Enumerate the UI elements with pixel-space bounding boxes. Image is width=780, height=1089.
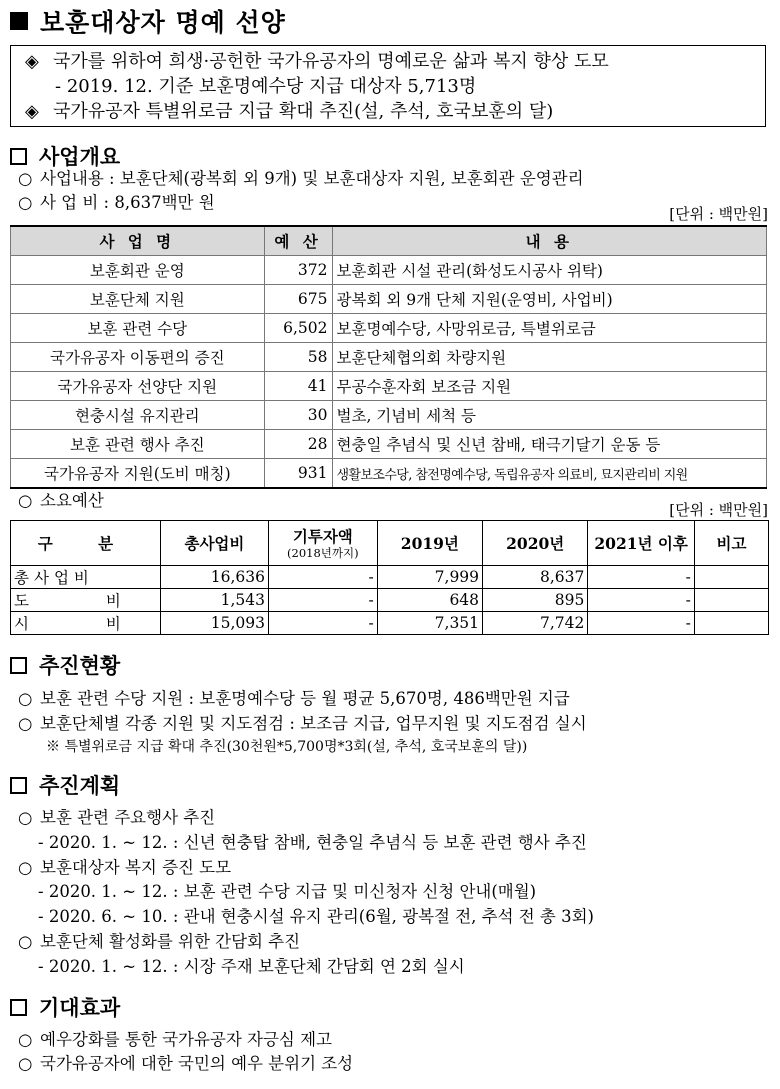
line-text: 보훈단체 활성화를 위한 간담회 추진 [40,932,301,951]
cell-budget: 675 [264,285,332,314]
cell-name: 보훈회관 운영 [11,256,265,285]
line-text: 국가유공자에 대한 국민의 예우 분위기 조성 [40,1054,354,1073]
column-header: 총사업비 [160,521,268,566]
cell-category: 시 비 [11,612,161,635]
cell-content: 현충일 추념식 및 신년 참배, 태극기달기 운동 등 [332,430,767,459]
line-text: 보훈단체별 각종 지원 및 지도점검 : 보조금 지급, 업무지원 및 지도점검 실시 [40,714,587,733]
cell-content: 보훈회관 시설 관리(화성도시공사 위탁) [332,256,767,285]
plan-subitem: - 2020. 6. ~ 10. : 관내 현충시설 유지 관리(6월, 광복절 전, 추석 전 총 3회) [38,907,594,926]
line-text: 사 업 비 : 8,637백만 원 [40,193,215,212]
cell-content: 무공수훈자회 보조금 지원 [332,372,767,401]
line-text: 소요예산 [40,491,104,510]
plan-subitem: - 2020. 1. ~ 12. : 시장 주재 보훈단체 간담회 연 2회 실시 [38,957,465,976]
plan-item [18,931,300,953]
project-table [10,225,767,489]
cell-name: 국가유공자 이동편의 증진 [11,343,265,372]
cell-content: 보훈단체협의회 차량지원 [332,343,767,372]
cell-value: - [588,612,695,635]
circle-bullet-icon: ○ [18,714,33,733]
status-note: ※ 특별위로금 지급 확대 추진(30천원*5,700명*3회(설, 추석, 호국보훈의 달)) [46,739,528,755]
section-title: 기대효과 [39,996,121,1020]
cell-value: 895 [483,589,588,612]
circle-bullet-icon: ○ [18,491,33,510]
circle-bullet-icon: ○ [18,932,33,951]
circle-bullet-icon: ○ [18,858,33,877]
cell-name: 보훈 관련 행사 추진 [11,430,265,459]
cell-name: 보훈단체 지원 [11,285,265,314]
cell-budget: 6,502 [264,314,332,343]
checkbox-square-icon [10,148,27,165]
table-row [11,566,769,589]
cell-note [694,566,768,589]
cell-value: - [268,612,377,635]
dash-bullet-icon: - [55,76,62,97]
cell-note [694,612,768,635]
status-line [18,688,570,710]
column-header: 내 용 [332,226,767,256]
diamond-bullet-icon: ◈ [25,101,39,122]
column-header: 사 업 명 [11,226,265,256]
table-row [11,459,767,489]
table-row [11,343,767,372]
table-row [11,430,767,459]
cell-name: 국가유공자 지원(도비 매칭) [11,459,265,489]
checkbox-square-icon [10,999,27,1016]
circle-bullet-icon: ○ [18,169,33,188]
column-header: 구 분 [11,521,161,566]
table-row [11,372,767,401]
cell-value: - [268,566,377,589]
overview-line [18,168,584,190]
circle-bullet-icon: ○ [18,1054,33,1073]
table-row [11,314,767,343]
cell-category: 총사업비 [11,566,161,589]
section-title: 사업개요 [39,145,121,169]
circle-bullet-icon: ○ [18,193,33,212]
cell-value: 8,637 [483,566,588,589]
cell-value: 15,093 [160,612,268,635]
section-heading-status [10,650,120,680]
overview-line [18,192,215,214]
cell-value: 16,636 [160,566,268,589]
table-header-row [11,521,769,566]
cell-value: - [268,589,377,612]
section-title: 추진계획 [39,774,121,798]
table-row [11,401,767,430]
cell-budget: 372 [264,256,332,285]
section-heading-plan [10,770,120,800]
column-header [268,521,377,566]
summary-item [25,99,751,124]
cell-name: 국가유공자 선양단 지원 [11,372,265,401]
section-heading-overview [10,141,120,171]
diamond-bullet-icon: ◈ [25,51,39,72]
circle-bullet-icon: ○ [18,689,33,708]
checkbox-square-icon [10,657,27,674]
cell-value: 7,351 [377,612,482,635]
cell-value: 648 [377,589,482,612]
line-text: 예우강화를 통한 국가유공자 자긍심 제고 [40,1030,332,1049]
plan-subitem: - 2020. 1. ~ 12. : 보훈 관련 수당 지급 및 미신청자 신청 안내(매월) [38,882,537,901]
cell-note [694,589,768,612]
effect-line [18,1053,353,1075]
table-header-row [11,226,767,256]
cell-content: 보훈명예수당, 사망위로금, 특별위로금 [332,314,767,343]
status-line [18,713,587,735]
cell-budget: 58 [264,343,332,372]
effect-line [18,1029,332,1051]
cell-name: 현충시설 유지관리 [11,401,265,430]
cell-value: - [588,566,695,589]
table-row [11,285,767,314]
column-header: 비고 [694,521,768,566]
cell-content: 생활보조수당, 참전명예수당, 독립유공자 의료비, 묘지관리비 지원 [332,459,767,489]
title-text: 보훈대상자 명예 선양 [40,8,286,37]
summary-text: 국가를 위하여 희생·공헌한 국가유공자의 명예로운 삶과 복지 향상 도모 [53,51,609,72]
cell-category: 도 비 [11,589,161,612]
cell-budget: 41 [264,372,332,401]
line-text: 보훈 관련 수당 지원 : 보훈명예수당 등 월 평균 5,670명, 486백만원 지급 [40,689,570,708]
black-square-icon [10,12,28,30]
unit-label: [단위 : 백만원] [669,501,768,519]
section-heading-effect [10,992,120,1022]
section-title: 추진현황 [39,654,121,678]
cell-value: 1,543 [160,589,268,612]
summary-item [25,74,751,99]
cell-budget: 28 [264,430,332,459]
budget-table [10,520,769,635]
document-title [10,4,286,38]
line-text: 보훈대상자 복지 증진 도모 [40,858,232,877]
table-row [11,256,767,285]
table-row [11,612,769,635]
unit-label: [단위 : 백만원] [669,205,768,223]
column-header-sub: (2018년까지) [287,545,359,560]
column-header: 2021년 이후 [588,521,695,566]
cell-content: 벌초, 기념비 세척 등 [332,401,767,430]
column-header: 2020년 [483,521,588,566]
summary-text: 국가유공자 특별위로금 지급 확대 추진(설, 추석, 호국보훈의 달) [53,101,554,122]
summary-item [25,49,751,74]
plan-subitem: - 2020. 1. ~ 12. : 신년 현충탑 참배, 현충일 추념식 등 보훈 관련 행사 추진 [38,833,587,852]
circle-bullet-icon: ○ [18,1030,33,1049]
summary-box [10,45,766,127]
line-text: 사업내용 : 보훈단체(광복회 외 9개) 및 보훈대상자 지원, 보훈회관 운영관리 [40,169,584,188]
plan-item [18,857,231,879]
plan-item [18,807,215,829]
line-text: 보훈 관련 주요행사 추진 [40,808,216,827]
cell-value: - [588,589,695,612]
cell-value: 7,999 [377,566,482,589]
column-header: 예 산 [264,226,332,256]
summary-text: 2019. 12. 기준 보훈명예수당 지급 대상자 5,713명 [66,76,477,97]
cell-value: 7,742 [483,612,588,635]
column-header-main: 기투자액 [292,526,353,546]
column-header: 2019년 [377,521,482,566]
cell-budget: 931 [264,459,332,489]
circle-bullet-icon: ○ [18,808,33,827]
budget-label [18,490,104,512]
cell-budget: 30 [264,401,332,430]
checkbox-square-icon [10,777,27,794]
table-row [11,589,769,612]
cell-content: 광복회 외 9개 단체 지원(운영비, 사업비) [332,285,767,314]
cell-name: 보훈 관련 수당 [11,314,265,343]
